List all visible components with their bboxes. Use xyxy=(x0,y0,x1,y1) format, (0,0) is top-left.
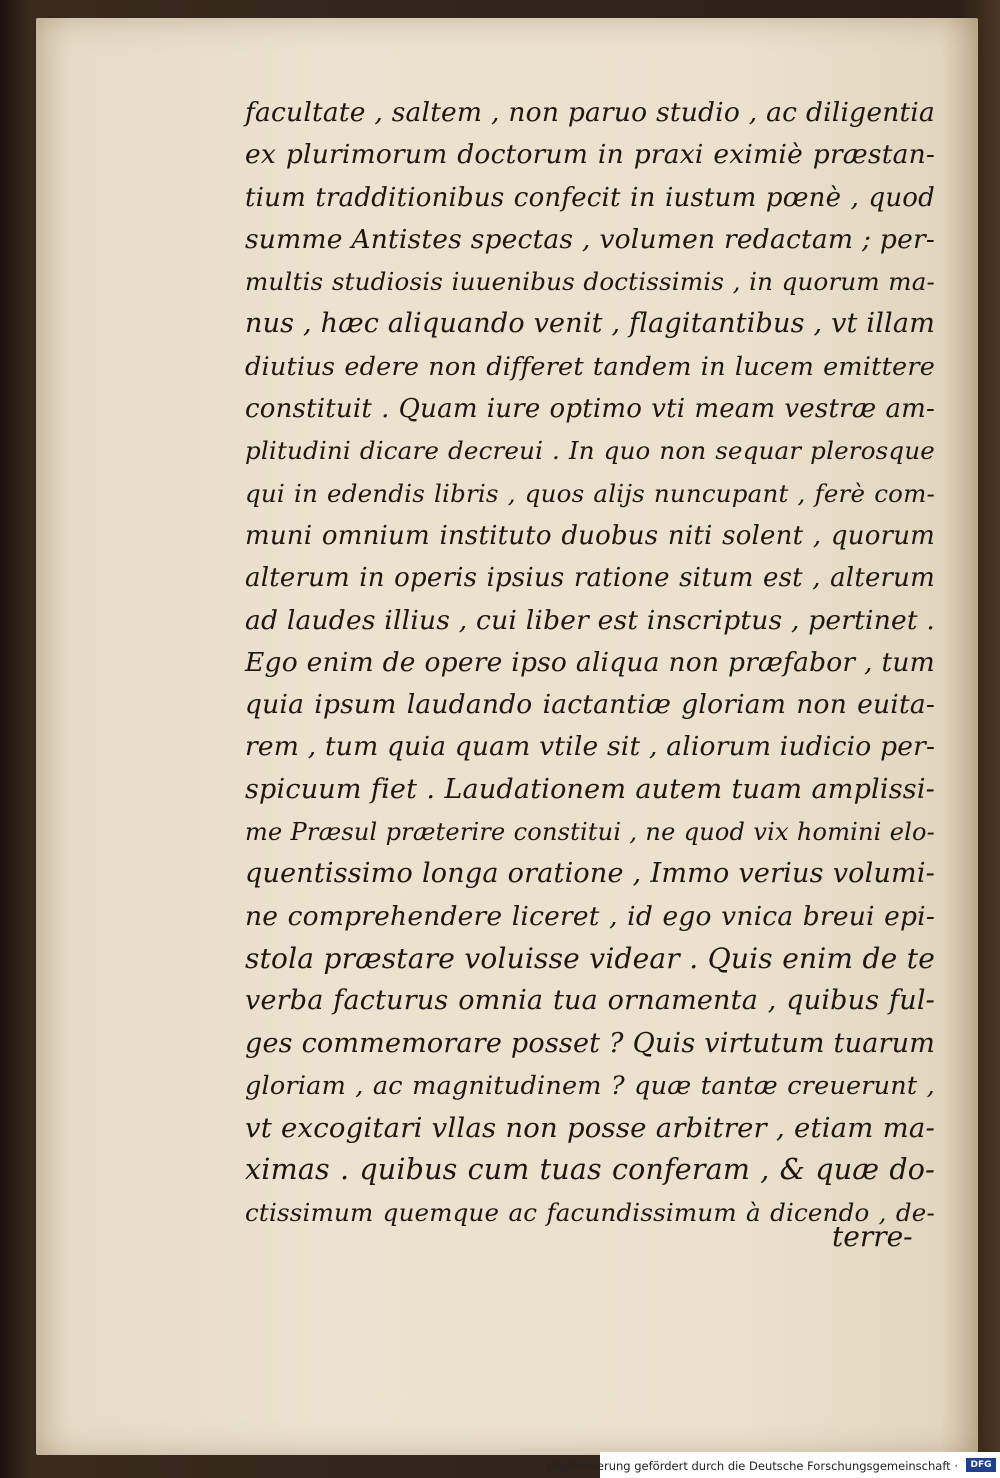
page-text xyxy=(245,92,935,1234)
text-line: quia ipsum laudando iactantiæ gloriam non euita- xyxy=(245,689,935,721)
digitization-credit: Digitalisierung gefördert durch die Deutsche Forschungsgemeinschaft · xyxy=(547,1459,958,1473)
text-line: rem , tum quia quam vtile sit , aliorum iudicio per- xyxy=(245,731,936,763)
text-line: plitudini dicare decreui . In quo non sequar plerosque xyxy=(245,436,935,466)
text-line: ctissimum quemque ac facundissimum à dicendo , de- xyxy=(245,1197,935,1227)
text-line: me Præsul præterire constitui , ne quod vix homini elo- xyxy=(245,818,935,847)
text-line: Ego enim de opere ipso aliqua non præfabor , tum xyxy=(245,646,935,678)
text-line: ges commemorare posset ? Quis virtutum tuarum xyxy=(245,1027,935,1059)
text-line: muni omnium instituto duobus niti solent , quorum xyxy=(245,520,935,551)
text-line: facultate , saltem , non paruo studio , ac diligentia xyxy=(245,97,935,128)
text-line: ximas . quibus cum tuas conferam , & quæ do- xyxy=(245,1153,935,1187)
text-line: ex plurimorum doctorum in praxi eximiè præstan- xyxy=(245,139,935,171)
text-line: summe Antistes spectas , volumen redactam ; per- xyxy=(245,223,935,255)
text-line: spicuum fiet . Laudationem autem tuam amplissi- xyxy=(245,773,935,805)
text-line: verba facturus omnia tua ornamenta , quibus ful- xyxy=(245,985,935,1017)
text-line: alterum in operis ipsius ratione situm est , alterum xyxy=(245,563,935,594)
text-line: ad laudes illius , cui liber est inscriptus , pertinet . xyxy=(245,604,935,636)
text-line: constituit . Quam iure optimo vti meam vestræ am- xyxy=(245,394,935,425)
dfg-logo-icon: DFG xyxy=(966,1458,996,1472)
text-line: gloriam , ac magnitudinem ? quæ tantæ creuerunt , xyxy=(245,1070,935,1101)
text-line: multis studiosis iuuenibus doctissimis , in quorum ma- xyxy=(245,267,935,297)
text-line: stola præstare voluisse videar . Quis enim de te xyxy=(245,941,935,975)
text-line: quentissimo longa oratione , Immo verius volumi- xyxy=(245,858,935,890)
catchword: terre- xyxy=(832,1220,913,1253)
text-line: nus , hæc aliquando venit , flagitantibus , vt illam xyxy=(245,308,935,340)
text-line: qui in edendis libris , quos alijs nuncupant , ferè com- xyxy=(245,478,935,508)
text-line: vt excogitari vllas non posse arbitrer , etiam ma- xyxy=(245,1112,935,1145)
text-line: diutius edere non differet tandem in lucem emittere xyxy=(245,351,935,382)
text-line: tium tradditionibus confecit in iustum pœnè , quod xyxy=(245,182,935,213)
text-line: ne comprehendere liceret , id ego vnica breui epi- xyxy=(245,900,935,932)
